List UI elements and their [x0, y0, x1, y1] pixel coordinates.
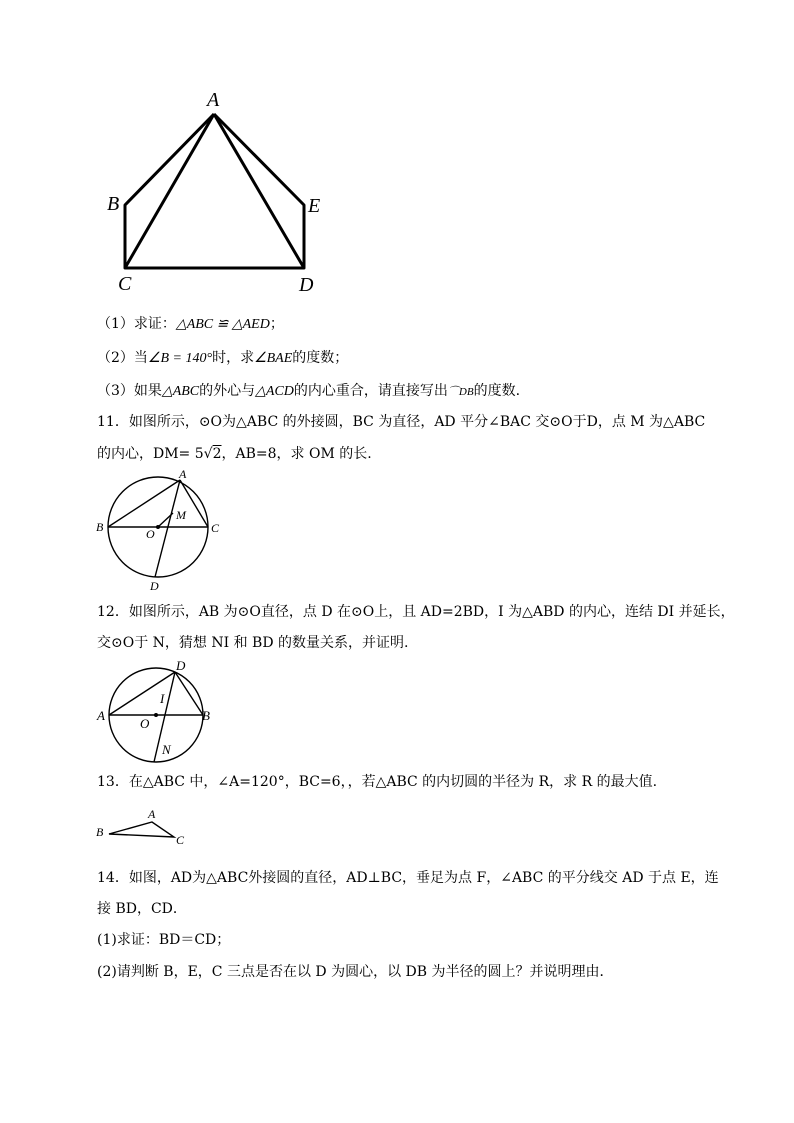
- center-dot: [154, 713, 158, 717]
- label-a: A: [148, 807, 156, 821]
- label-a: A: [207, 89, 220, 111]
- label-b: B: [96, 825, 104, 839]
- label-d: D: [150, 579, 159, 593]
- figure-pentagon: [100, 88, 340, 300]
- q11-line2: 的内心，DM= 5√2，AB=8，求 OM 的长.: [97, 446, 372, 462]
- label-e: E: [308, 195, 321, 217]
- q11-line1: 11．如图所示，⊙O为△ABC 的外接圆，BC 为直径，AD 平分∠BAC 交⊙O于D，点 M 为△ABC: [97, 414, 706, 430]
- q14-line2: 接 BD，CD．: [97, 901, 187, 917]
- segment-db: [175, 672, 203, 715]
- figure-q13-triangle: [94, 806, 194, 850]
- q14-line1: 14．如图，AD为△ABC外接圆的直径，AD⊥BC，垂足为点 F，∠ABC 的平分线交 AD 于点 E，连: [97, 870, 719, 886]
- label-m: M: [176, 508, 186, 522]
- label-b: B: [96, 520, 104, 534]
- q14-part1: (1)求证：BD＝CD；: [97, 932, 231, 948]
- figure-q11-circle: [94, 466, 230, 594]
- q10-part1: （1）求证：△ABC ≌ △AED；: [97, 316, 284, 332]
- figure-q12-circle: [94, 656, 224, 768]
- label-b: B: [202, 708, 210, 723]
- label-n: N: [162, 742, 171, 757]
- q14-part2: (2)请判断 B，E，C 三点是否在以 D 为圆心，以 DB 为半径的圆上？并说明理由．: [97, 964, 614, 980]
- label-b: B: [107, 193, 120, 215]
- q10-part3: （3）如果△ABC的外心与△ACD的内心重合，请直接写出⌒DB的度数.: [97, 383, 521, 399]
- sqrt-sign: √: [203, 446, 213, 462]
- label-c: C: [211, 521, 220, 535]
- label-d: D: [299, 274, 314, 296]
- q13-line1: 13．在△ABC 中，∠A=120°，BC=6，，若△ABC 的内切圆的半径为 R，求 R 的最大值.: [97, 774, 658, 790]
- label-a: A: [179, 467, 187, 481]
- label-c: C: [118, 273, 132, 295]
- q12-line1: 12．如图所示，AB 为⊙O直径，点 D 在⊙O上，且 AD=2BD，I 为△ABD 的内心，连结 DI 并延长，: [97, 604, 735, 620]
- label-o: O: [146, 527, 155, 541]
- center-dot: [156, 525, 160, 529]
- segment-ad: [109, 672, 175, 715]
- label-c: C: [176, 833, 185, 847]
- q12-line2: 交⊙O于 N，猜想 NI 和 BD 的数量关系，并证明.: [97, 635, 409, 651]
- label-o: O: [140, 716, 150, 731]
- q10-part2: （2）当∠B = 140°时，求∠BAE的度数；: [97, 350, 349, 366]
- label-d: D: [176, 658, 186, 673]
- triangle-abc: [109, 822, 174, 837]
- label-a: A: [97, 708, 105, 723]
- segment-om: [158, 513, 173, 527]
- pentagon-outline: [125, 114, 304, 268]
- label-i: I: [160, 691, 165, 706]
